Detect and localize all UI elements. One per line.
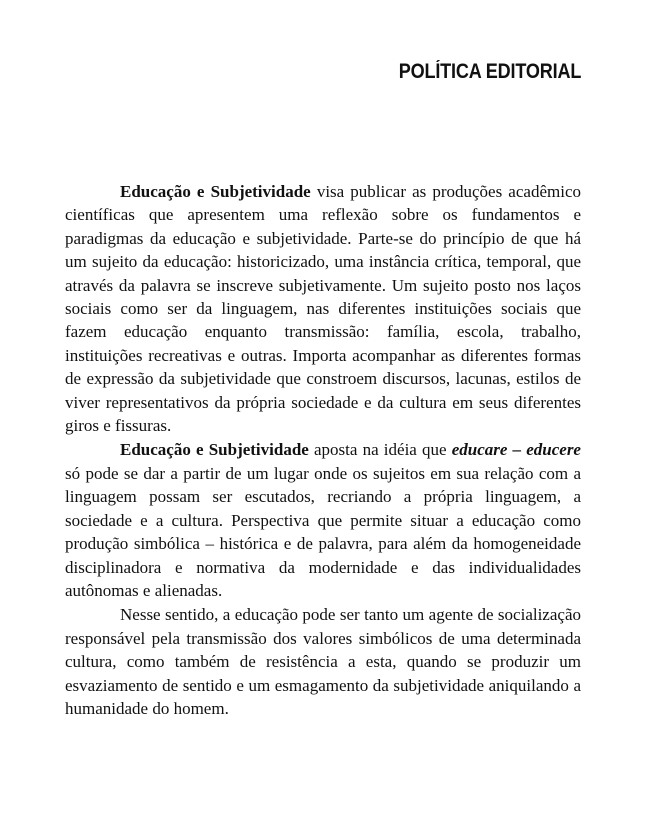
paragraph-educare-text-before: aposta na idéia que	[308, 440, 452, 460]
journal-name: Educação e Subjetividade	[120, 182, 311, 201]
paragraph-intro	[65, 180, 581, 437]
paragraph-socialization: Nesse sentido, a educação pode ser tanto um agente de socialização responsável pela transmissão dos valores simbólicos de uma determinada cultura, como também de resistência a esta, quando se produzir um esvaziamento de sentido e um esmagamento da subjetividade aniquilando a humanidade do homem.	[65, 605, 581, 718]
paragraph-educare	[65, 438, 581, 602]
paragraph-intro-text: visa publicar as produções acadêmico científicas que apresentem uma reflexão sobre os fundamentos e paradigmas da educação e subjetividade. Parte-se do princípio de que há um sujeito da educação: historicizado, uma instância crítica, temporal, que através da palavra se inscreve subjetivamente. Um sujeito posto nos laços sociais como ser da linguagem, nas diferentes instituições sociais que fazem educação enquanto transmissão: família, escola, trabalho, instituições recreativas e outras. Importa acompanhar as diferentes formas de expressão da subjetividade que constroem discursos, lacunas, estilos de viver representativos da própria sociedade e da cultura em seus diferentes giros e fissuras.	[65, 182, 581, 436]
page-title: POLÍTICA EDITORIAL	[398, 60, 581, 83]
journal-name: Educação e Subjetividade	[120, 440, 309, 460]
educare-educere-term: educare – educere	[451, 440, 581, 460]
paragraph-educare-text-after: só pode se dar a partir de um lugar onde os sujeitos em sua relação com a linguagem possam ser escutados, recriando a própria linguagem, a sociedade e a cultura. Perspectiva que permite situar a educação como produção simbólica – histórica e de palavra, para além da homogeneidade disciplinadora e normativa da modernidade e das individualidades autônomas e alienadas.	[65, 463, 581, 600]
editorial-policy-body	[65, 180, 581, 720]
